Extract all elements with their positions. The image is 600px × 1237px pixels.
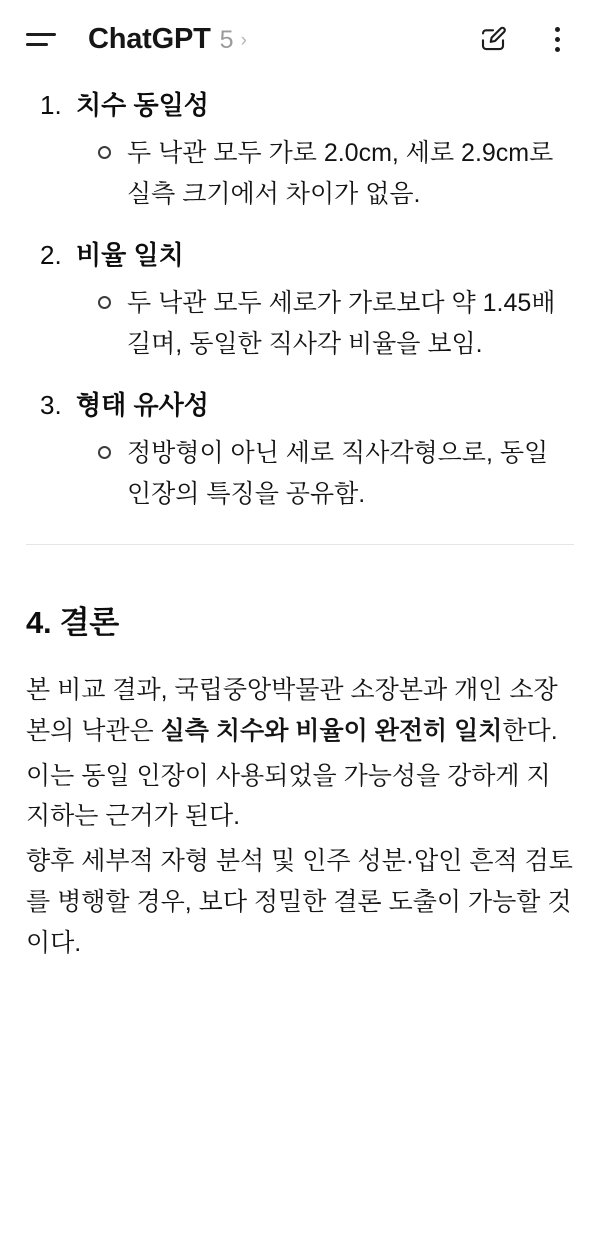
section-divider xyxy=(26,544,574,545)
sub-list-text: 두 낙관 모두 세로가 가로보다 약 1.45배 길며, 동일한 직사각 비율을 보임. xyxy=(127,289,556,358)
conclusion-p1-bold: 실측 치수와 비율이 완전히 일치 xyxy=(160,716,503,745)
conclusion-section xyxy=(0,597,600,963)
conclusion-paragraph-3: 향후 세부적 자형 분석 및 인주 성분·압인 흔적 검토를 병행할 경우, 보다 정밀한 결론 도출이 가능할 것이다. xyxy=(26,847,573,957)
sub-list-item xyxy=(26,433,574,514)
conclusion-p1-post: 한다. xyxy=(502,716,558,745)
menu-bar-top xyxy=(26,33,56,36)
hollow-circle-bullet-icon xyxy=(98,146,111,159)
kebab-dot-1 xyxy=(555,27,560,32)
menu-bar-bottom xyxy=(26,43,48,46)
chevron-right-icon: › xyxy=(240,29,247,51)
list-item-heading xyxy=(26,378,574,427)
hollow-circle-bullet-icon xyxy=(98,446,111,459)
list-item-title: 형태 유사성 xyxy=(76,390,209,420)
list-item-number: 2. xyxy=(40,240,62,270)
top-app-bar xyxy=(0,0,600,78)
sub-list xyxy=(26,433,574,514)
list-item-title: 비율 일치 xyxy=(76,240,184,270)
assistant-message xyxy=(0,78,600,514)
sub-list-item xyxy=(26,283,574,364)
list-item xyxy=(26,378,574,514)
hollow-circle-bullet-icon xyxy=(98,296,111,309)
list-item-number: 1. xyxy=(40,90,62,120)
numbered-list xyxy=(26,78,574,514)
conclusion-p1-pre: 본 비교 결과, 국립중앙박물관 소장본과 개인 소장본의 낙관은 xyxy=(26,676,558,745)
top-bar-actions xyxy=(476,22,574,56)
sub-list xyxy=(26,283,574,364)
list-item xyxy=(26,78,574,214)
kebab-menu-icon[interactable] xyxy=(540,22,574,56)
sub-list xyxy=(26,133,574,214)
list-item-heading xyxy=(26,228,574,277)
app-title: ChatGPT xyxy=(88,22,211,55)
sub-list-text: 두 낙관 모두 가로 2.0cm, 세로 2.9cm로 실측 크기에서 차이가 없음. xyxy=(127,139,554,208)
conclusion-title: 4. 결론 xyxy=(26,605,119,640)
model-selector[interactable] xyxy=(88,23,476,56)
kebab-dot-3 xyxy=(555,47,560,52)
kebab-dot-2 xyxy=(555,37,560,42)
sub-list-item xyxy=(26,133,574,214)
list-item xyxy=(26,228,574,364)
conclusion-paragraph-2: 이는 동일 인장이 사용되었을 가능성을 강하게 지지하는 근거가 된다. xyxy=(26,761,551,831)
sub-list-text: 정방형이 아닌 세로 직사각형으로, 동일 인장의 특징을 공유함. xyxy=(127,439,549,508)
list-item-heading xyxy=(26,78,574,127)
conclusion-paragraph-1 xyxy=(26,670,574,752)
compose-pencil-icon[interactable] xyxy=(476,22,510,56)
model-version-label: 5 xyxy=(219,25,234,54)
list-item-number: 3. xyxy=(40,390,62,420)
list-item-title: 치수 동일성 xyxy=(76,90,209,120)
hamburger-menu-icon[interactable] xyxy=(26,22,60,56)
